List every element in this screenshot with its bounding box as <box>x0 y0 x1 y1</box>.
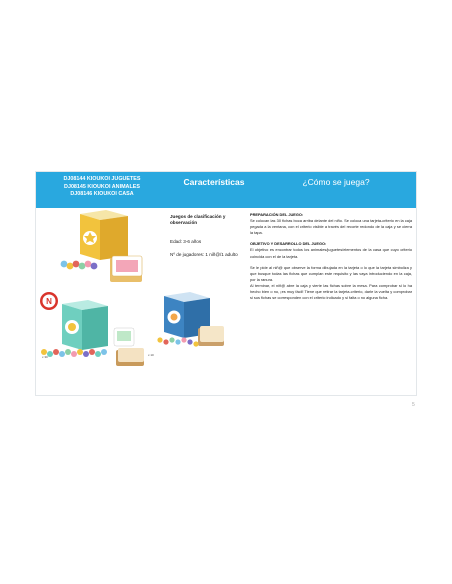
prep-text: Se colocan las 30 fichas boca arriba delante del niño. Se coloca una tarjeta-criterio en la caja pegada a la ventana, con el criterio visible a través del recorte redondo de la caja y se cierra la tapa. <box>250 218 412 236</box>
product-code-animales: DJ08145 KIOUKOI ANIMALES <box>64 183 140 190</box>
teal-box-image <box>41 300 144 366</box>
product-code-casa: DJ08146 KIOUKOI CASA <box>70 191 134 198</box>
svg-text:N: N <box>46 297 52 306</box>
caracteristicas-heading: Características <box>183 177 245 187</box>
objective-heading: OBJETIVO Y DESARROLLO DEL JUEGO: <box>250 241 327 247</box>
card-count-right: x 10 <box>148 353 154 357</box>
yellow-box-image <box>61 210 142 282</box>
product-code-juguetes: DJ08144 KIOUKOI JUGUETES <box>63 176 141 182</box>
development-text-1: Se le pide al niñ@ que observe la forma dibujada en la tarjeta o lo que la tarjeta simboliza y que busque todas las fichas que cumplan este requisito y las vaya introduciendo en la caja, por la ranura. <box>250 264 412 282</box>
como-se-juega-heading: ¿Cómo se juega? <box>302 177 370 187</box>
novelty-badge <box>40 292 58 310</box>
development-text-2: Al terminar, el niñ@ abre la caja y vierte las fichas sobre la mesa. Para comprobar si lo ha hecho bien o no, ¡es muy fácil! Tiene que retirar la tarjeta-criterio, darle la vuelta y comprobar si sus fichas se corresponden con el criterio indicado y si falta o no alguna ficha. <box>250 282 412 301</box>
slide <box>35 171 417 396</box>
features-column <box>170 212 246 258</box>
product-codes <box>36 176 168 199</box>
features-title: Juegos de clasificación y observación <box>170 214 226 226</box>
product-images <box>36 208 170 397</box>
instructions-column <box>250 212 412 301</box>
age-range: Edad: 3-6 años <box>170 238 202 244</box>
card-count-left: x 30 <box>42 355 48 359</box>
players-count: Nº de jugadores: 1 niñ@/1 adulto <box>170 251 238 257</box>
objective-text: El objetivo es encontrar todos los animales/juguetes/elementos de la casa que cuyo criterio coincida con el de la tarjeta. <box>250 247 412 259</box>
page-number: 5 <box>412 402 415 408</box>
header-bar <box>36 172 416 208</box>
prep-heading: PREPARACIÓN DEL JUEGO: <box>250 212 304 217</box>
blue-box-image <box>156 282 228 352</box>
